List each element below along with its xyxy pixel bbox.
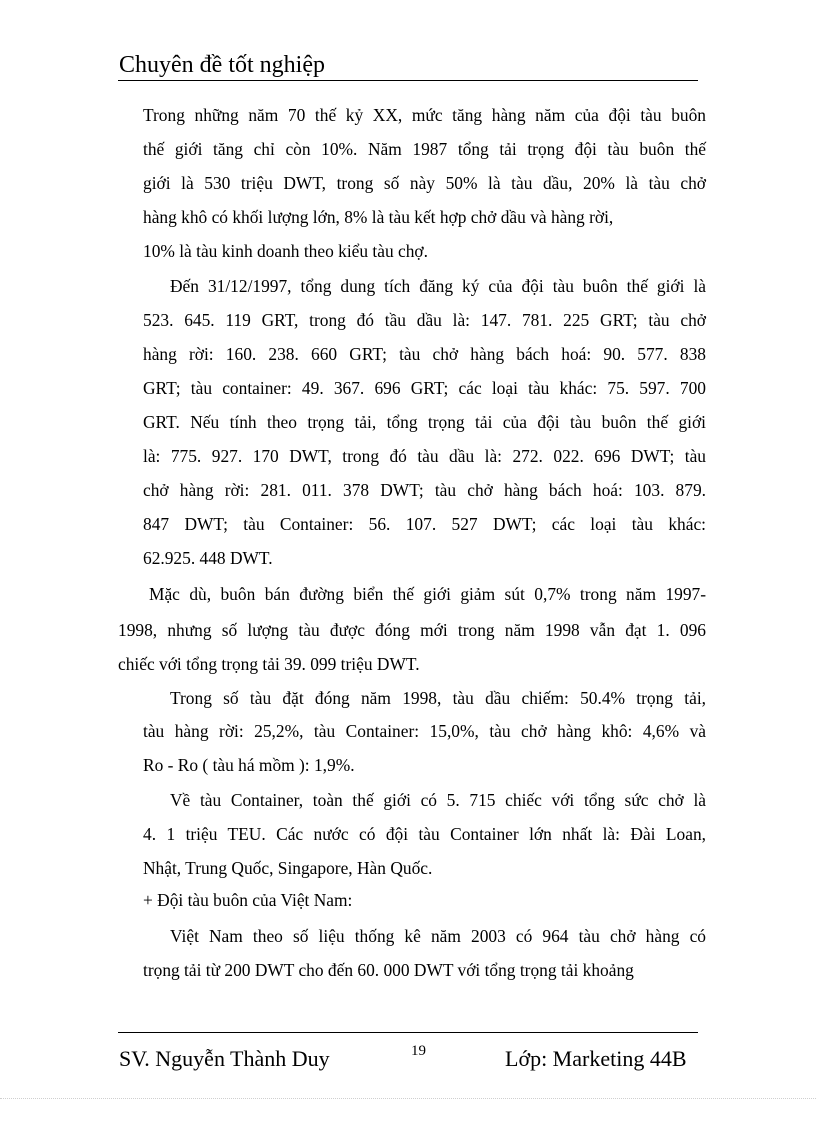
page-header-title: Chuyên đề tốt nghiệp <box>119 52 325 78</box>
body-line: Trong những năm 70 thế kỷ XX, mức tăng hàng năm của đội tàu buôn <box>143 105 706 125</box>
body-line: 62.925. 448 DWT. <box>143 548 273 568</box>
body-line: tàu hàng rời: 25,2%, tàu Container: 15,0%, tàu chở hàng khô: 4,6% và <box>143 721 706 741</box>
body-line: hàng rời: 160. 238. 660 GRT; tàu chở hàng bách hoá: 90. 577. 838 <box>143 344 706 364</box>
body-line: chiếc với tổng trọng tải 39. 099 triệu DWT. <box>118 654 420 674</box>
body-line: + Đội tàu buôn của Việt Nam: <box>143 890 353 910</box>
body-line: GRT; tàu container: 49. 367. 696 GRT; các loại tàu khác: 75. 597. 700 <box>143 378 706 398</box>
body-line: giới là 530 triệu DWT, trong số này 50% là tàu dầu, 20% là tàu chở <box>143 173 706 193</box>
body-line: Ro - Ro ( tàu há mồm ): 1,9%. <box>143 755 355 775</box>
body-line: GRT. Nếu tính theo trọng tải, tổng trọng tải của đội tàu buôn thế giới <box>143 412 706 432</box>
body-line: trọng tải từ 200 DWT cho đến 60. 000 DWT với tổng trọng tải khoảng <box>143 960 634 980</box>
body-line: chở hàng rời: 281. 011. 378 DWT; tàu chở hàng bách hoá: 103. 879. <box>143 480 706 500</box>
body-line: Về tàu Container, toàn thế giới có 5. 715 chiếc với tổng sức chở là <box>170 790 706 810</box>
body-line: 847 DWT; tàu Container: 56. 107. 527 DWT; các loại tàu khác: <box>143 514 706 534</box>
page-bottom-edge <box>0 1098 816 1099</box>
footer-rule <box>118 1032 698 1033</box>
body-line: Việt Nam theo số liệu thống kê năm 2003 có 964 tàu chở hàng có <box>170 926 706 946</box>
page-number: 19 <box>411 1043 426 1059</box>
body-line: Trong số tàu đặt đóng năm 1998, tàu dầu chiếm: 50.4% trọng tải, <box>170 688 706 708</box>
body-line: thế giới tăng chỉ còn 10%. Năm 1987 tổng tải trọng đội tàu buôn thế <box>143 139 706 159</box>
body-line: là: 775. 927. 170 DWT, trong đó tàu dầu là: 272. 022. 696 DWT; tàu <box>143 446 706 466</box>
body-line: 10% là tàu kinh doanh theo kiểu tàu chợ. <box>143 241 428 261</box>
body-line: Nhật, Trung Quốc, Singapore, Hàn Quốc. <box>143 858 433 878</box>
footer-class: Lớp: Marketing 44B <box>505 1046 687 1071</box>
body-line: 523. 645. 119 GRT, trong đó tầu dầu là: 147. 781. 225 GRT; tàu chở <box>143 310 706 330</box>
header-rule <box>118 80 698 81</box>
body-line: 1998, nhưng số lượng tàu được đóng mới trong năm 1998 vẫn đạt 1. 096 <box>118 620 706 640</box>
body-line: 4. 1 triệu TEU. Các nước có đội tàu Container lớn nhất là: Đài Loan, <box>143 824 706 844</box>
body-line: Mặc dù, buôn bán đường biển thế giới giảm sút 0,7% trong năm 1997- <box>149 584 706 604</box>
footer-student-name: SV. Nguyễn Thành Duy <box>119 1046 330 1071</box>
body-line: Đến 31/12/1997, tổng dung tích đăng ký của đội tàu buôn thế giới là <box>170 276 706 296</box>
body-line: hàng khô có khối lượng lớn, 8% là tàu kết hợp chở dầu và hàng rời, <box>143 207 614 227</box>
